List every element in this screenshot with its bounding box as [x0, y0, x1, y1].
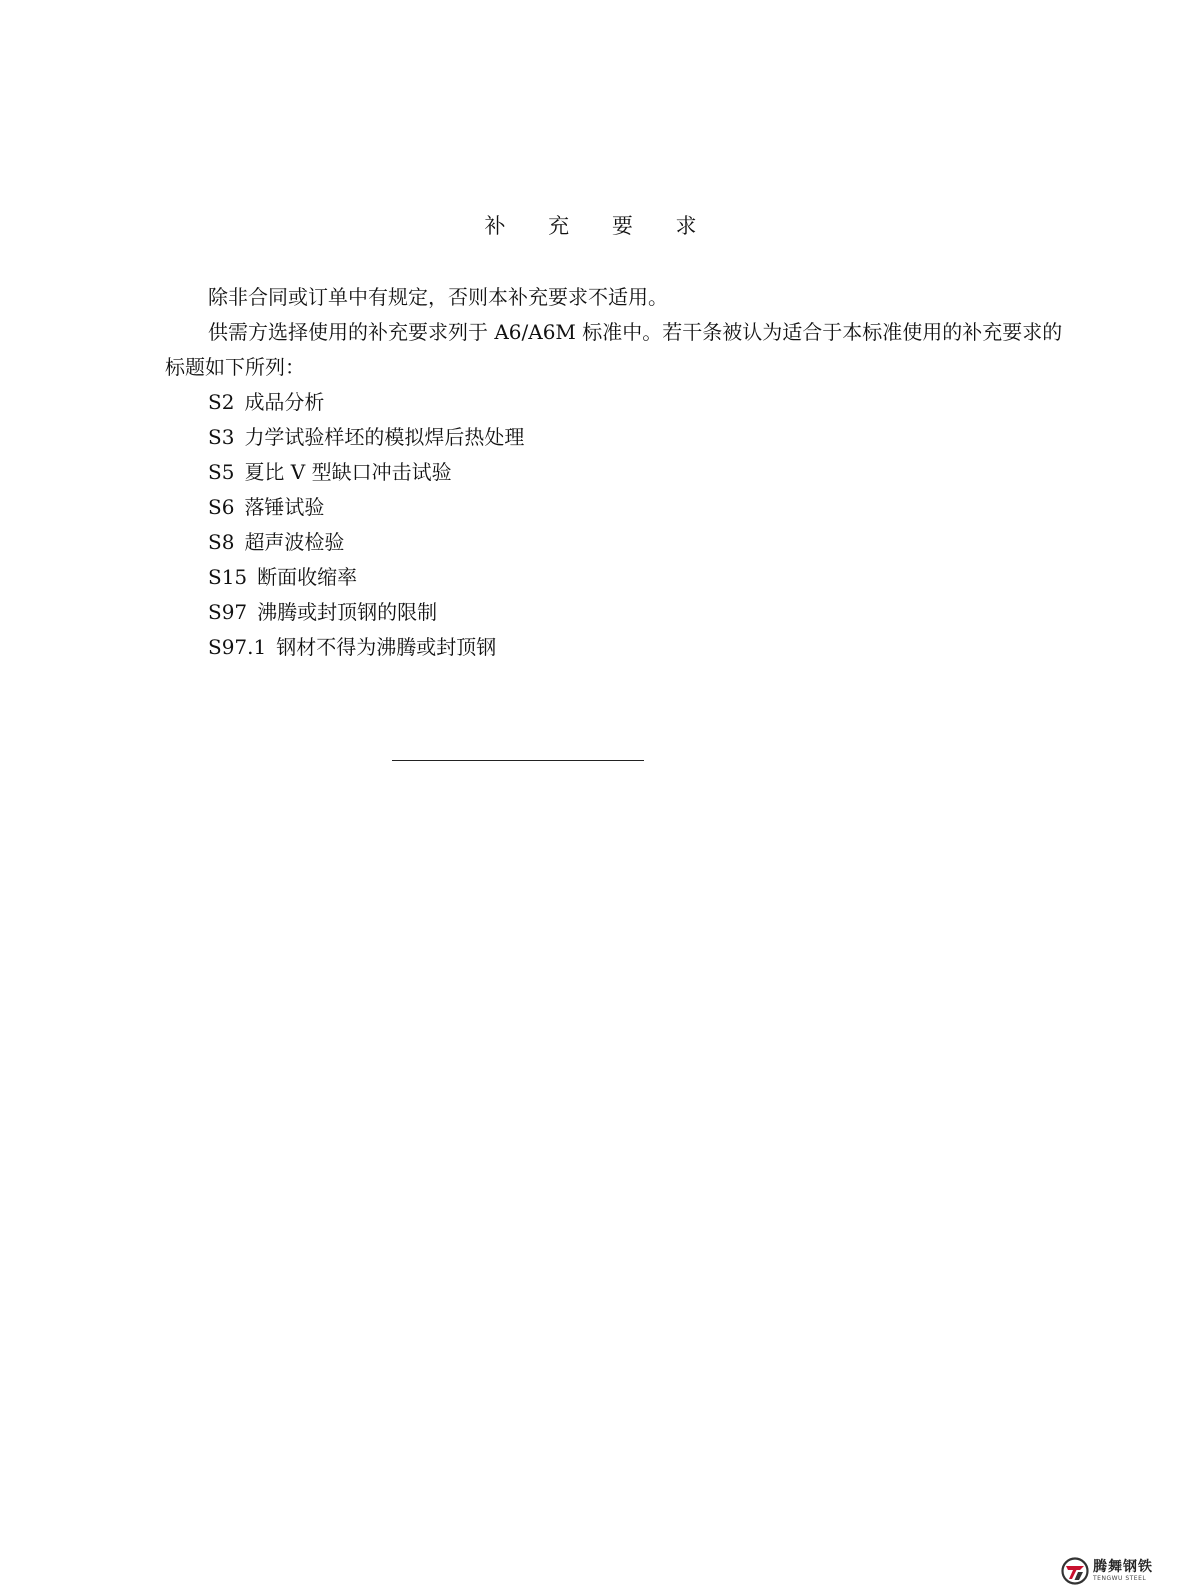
requirement-item [165, 420, 1065, 455]
logo-name-cn: 腾舞钢铁 [1093, 1559, 1153, 1575]
requirement-code: S97 [208, 600, 248, 624]
requirement-item [165, 630, 1065, 665]
document-body [165, 280, 1065, 665]
logo-wordmark [1093, 1560, 1153, 1582]
requirement-item [165, 560, 1065, 595]
tengwu-logo-icon [1061, 1557, 1089, 1585]
requirement-code: S5 [208, 460, 235, 484]
page-title: 补 充 要 求 [484, 214, 715, 238]
requirement-code: S3 [208, 425, 235, 449]
requirement-item [165, 525, 1065, 560]
requirement-code: S6 [208, 495, 235, 519]
requirement-item [165, 385, 1065, 420]
requirement-item [165, 595, 1065, 630]
requirement-item [165, 455, 1065, 490]
paragraph-applicability: 除非合同或订单中有规定，否则本补充要求不适用。 [208, 285, 668, 309]
logo-name-en: TENGWU STEEL [1093, 1575, 1147, 1582]
requirement-code: S8 [208, 530, 235, 554]
requirement-text: 钢材不得为沸腾或封顶钢 [276, 635, 497, 659]
requirement-text: 超声波检验 [244, 530, 345, 554]
requirement-text: 落锤试验 [244, 495, 325, 519]
requirement-code: S2 [208, 390, 235, 414]
requirement-text: 力学试验样坯的模拟焊后热处理 [244, 425, 525, 449]
requirement-item [165, 490, 1065, 525]
requirement-text: 夏比 V 型缺口冲击试验 [244, 460, 452, 484]
requirement-text: 断面收缩率 [257, 565, 358, 589]
watermark-logo [1061, 1556, 1167, 1586]
requirement-code: S15 [208, 565, 248, 589]
end-divider [392, 760, 644, 761]
requirement-text: 成品分析 [244, 390, 325, 414]
requirement-code: S97.1 [208, 635, 267, 659]
requirement-text: 沸腾或封顶钢的限制 [257, 600, 438, 624]
paragraph-intro: 供需方选择使用的补充要求列于 A6/A6M 标准中。若干条被认为适合于本标准使用的补充要求的标题如下所列： [165, 320, 1063, 379]
